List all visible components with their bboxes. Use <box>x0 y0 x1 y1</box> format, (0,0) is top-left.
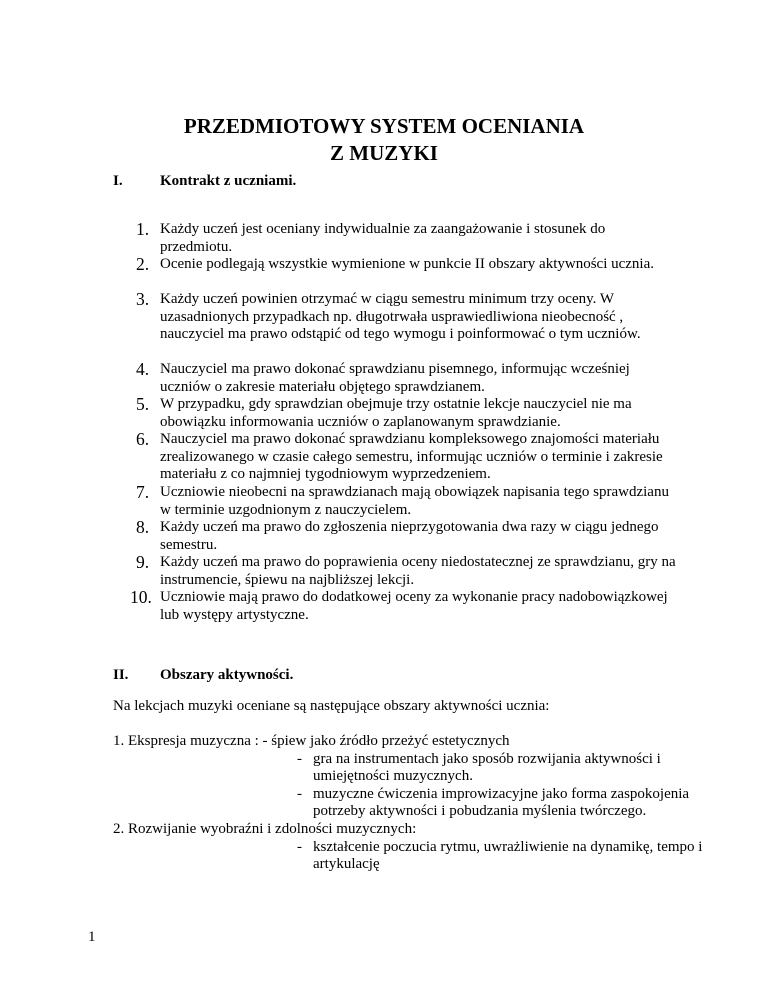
section-2-number: II. <box>113 667 129 683</box>
area-1-subitem: - muzyczne ćwiczenia improwizacyjne jako forma zaspokojenia potrzeby aktywności i pobudzania myślenia twórczego. <box>297 785 690 820</box>
list-item: 4. Nauczyciel ma prawo dokonać sprawdzianu pisemnego, informując wcześniej uczniów o zakresie materiału objętego sprawdzianem. <box>136 359 630 395</box>
section-1-title: Kontrakt z uczniami. <box>160 173 297 189</box>
list-item: 10. Uczniowie mają prawo do dodatkowej oceny za wykonanie pracy nadobowiązkowej lub występy artystyczne. <box>130 587 668 623</box>
area-1-label: 1. Ekspresja muzyczna : <box>113 733 259 749</box>
area-2-subitem: - kształcenie poczucia rytmu, uwrażliwienie na dynamikę, tempo i artykulację <box>297 838 703 873</box>
area-1-header <box>113 733 713 751</box>
document-title <box>0 113 768 167</box>
section-2-intro: Na lekcjach muzyki oceniane są następujące obszary aktywności ucznia: <box>113 698 550 714</box>
area-1-first-item: - śpiew jako źródło przeżyć estetycznych <box>262 733 510 749</box>
title-line-2: Z MUZYKI <box>330 141 438 165</box>
section-1-number: I. <box>113 173 123 189</box>
list-item: 5. W przypadku, gdy sprawdzian obejmuje trzy ostatnie lekcje nauczyciel nie ma obowiązku informowania uczniów o zaplanowanym sprawdzianie. <box>136 394 632 430</box>
contract-list <box>130 219 680 624</box>
list-item: 7. Uczniowie nieobecni na sprawdzianach mają obowiązek napisania tego sprawdzianu w terminie uzgodnionym z nauczycielem. <box>136 482 669 518</box>
list-item: 8. Każdy uczeń ma prawo do zgłoszenia nieprzygotowania dwa razy w ciągu jednego semestru. <box>136 517 659 553</box>
list-item: 2. Ocenie podlegają wszystkie wymienione w punkcie II obszary aktywności ucznia. <box>136 254 655 274</box>
list-item: 9. Każdy uczeń ma prawo do poprawienia oceny niedostatecznej ze sprawdzianu, gry na instrumencie, śpiewu na najbliższej lekcji. <box>136 552 676 588</box>
page-number: 1 <box>88 929 96 945</box>
title-line-1: PRZEDMIOTOWY SYSTEM OCENIANIA <box>183 114 585 138</box>
section-2-title: Obszary aktywności. <box>160 667 294 683</box>
area-1-subitem: - gra na instrumentach jako sposób rozwijania aktywności i umiejętności muzycznych. <box>297 750 661 785</box>
list-item: 1. Każdy uczeń jest oceniany indywidualnie za zaangażowanie i stosunek do przedmiotu. <box>136 219 606 255</box>
area-2-header: 2. Rozwijanie wyobraźni i zdolności muzycznych: <box>113 820 417 837</box>
list-item: 6. Nauczyciel ma prawo dokonać sprawdzianu kompleksowego znajomości materiału zrealizowanego w czasie całego semestru, informując uczniów o terminie i zakresie materiału z co najmniej tygodniowym wyprzedzeniem. <box>136 429 663 483</box>
list-item: 3. Każdy uczeń powinien otrzymać w ciągu semestru minimum trzy oceny. W uzasadnionych przypadkach np. długotrwała usprawiedliwiona nieobecność , nauczyciel ma prawo odstąpić od tego wymogu i poinformować o tym uczniów. <box>136 289 641 343</box>
activity-areas <box>113 733 713 874</box>
